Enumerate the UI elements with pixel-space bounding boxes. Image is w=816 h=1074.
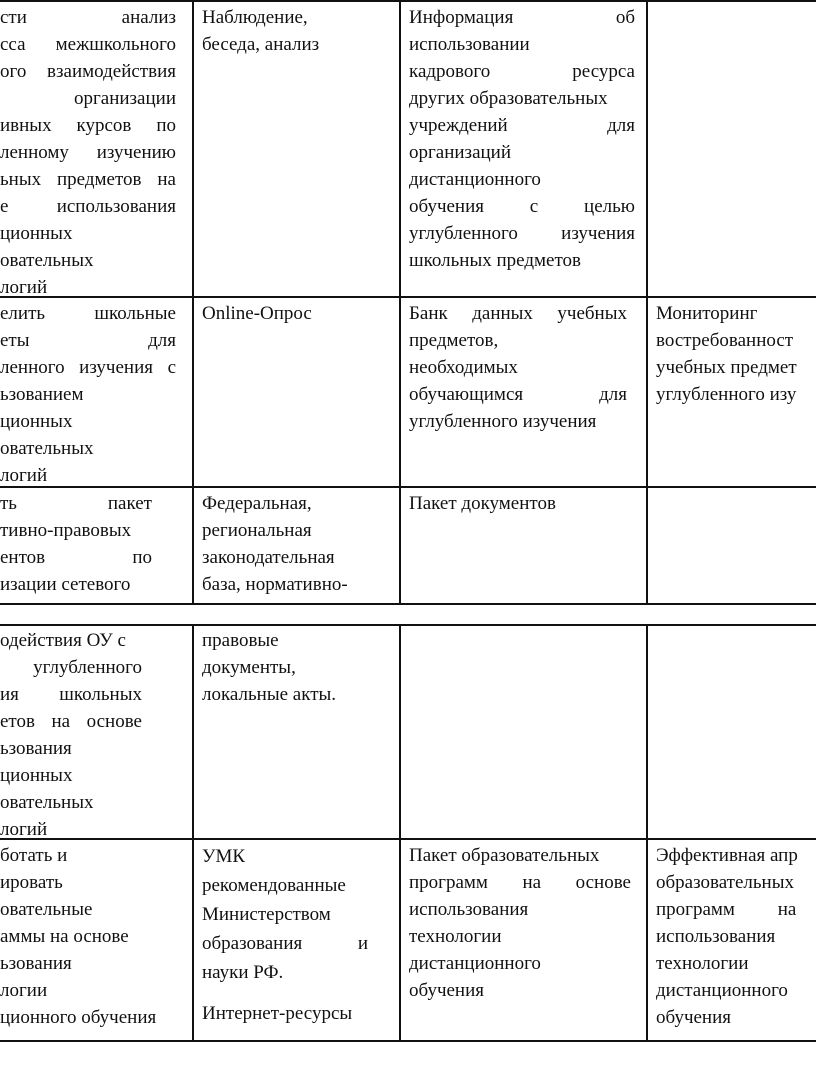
table2-col-divider-3 (646, 624, 648, 1041)
cell-line: Интернет-ресурсы (202, 1003, 353, 1024)
cell-line: ивных курсов по (0, 115, 176, 136)
cell-line: ьзования (0, 953, 72, 974)
cell-line: использовании (409, 34, 530, 55)
cell-line: дистанционного (409, 169, 541, 190)
cell-line: Пакет образовательных (409, 845, 600, 866)
cell-line: ленному изучению (0, 142, 176, 163)
cell-line: ия школьных (0, 684, 142, 705)
cell-line: углубленного изу (656, 384, 797, 405)
cell-line: ционных (0, 223, 73, 244)
cell-line: Эффективная апр (656, 845, 798, 866)
cell-line: образования и (202, 933, 368, 954)
table2-row2-col2 (202, 842, 368, 1028)
cell-line: рекомендованные (202, 875, 346, 896)
cell-line: УМК (202, 846, 246, 867)
cell-line: логий (0, 465, 48, 486)
cell-line: ьзования (0, 738, 72, 759)
cell-line: необходимых (409, 357, 518, 378)
cell-line: Информация об (409, 7, 635, 28)
table2-col-divider-2 (399, 624, 401, 1041)
cell-line: ционных (0, 765, 73, 786)
cell-line: технологии (409, 926, 502, 947)
cell-line: организаций (409, 142, 512, 163)
cell-line: программ на (656, 899, 797, 920)
cell-line: других образовательных (409, 88, 608, 109)
table1-row2-col1 (0, 300, 176, 489)
cell-line: региональная (202, 520, 312, 541)
table1-top-border (0, 0, 816, 2)
cell-line: углубленного (33, 657, 142, 678)
table1-row3-col1 (0, 490, 152, 598)
table1-row1-col3 (409, 4, 635, 274)
cell-line: сти анализ (0, 7, 176, 28)
cell-line: ьных предметов на (0, 169, 176, 190)
cell-line: ировать (0, 872, 63, 893)
cell-line: сса межшкольного (0, 34, 176, 55)
cell-line: технологии (656, 953, 749, 974)
cell-line: овательных (0, 792, 94, 813)
cell-line: ьзованием (0, 384, 84, 405)
table1-row1-col1 (0, 4, 176, 301)
cell-line: одействия ОУ с (0, 630, 126, 651)
table1-row3-col2 (202, 490, 392, 598)
table1-col-divider-2 (399, 0, 401, 604)
cell-line: Мониторинг (656, 303, 758, 324)
table1-col-divider-3 (646, 0, 648, 604)
table2-bottom-border (0, 1040, 816, 1042)
cell-line: е использования (0, 196, 176, 217)
table1-col-divider-1 (192, 0, 194, 604)
cell-line: дистанционного (656, 980, 788, 1001)
cell-line: ционных (0, 411, 73, 432)
cell-line: кадрового ресурса (409, 61, 635, 82)
cell-line: науки РФ. (202, 962, 284, 983)
cell-line: углубленного изучения (409, 223, 635, 244)
cell-line: логий (0, 277, 48, 298)
table1-row1-col2 (202, 4, 392, 58)
cell-line: логии (0, 980, 48, 1001)
cell-line: Федеральная, (202, 493, 312, 514)
cell-line: ого взаимодействия (0, 61, 176, 82)
cell-line: ть пакет (0, 493, 152, 514)
cell-line: ленного изучения с (0, 357, 176, 378)
cell-line: законодательная (202, 547, 335, 568)
table2-row2-col1 (0, 842, 190, 1031)
table1-row2-col2 (202, 300, 392, 327)
cell-line: Министерством (202, 904, 331, 925)
cell-line: ционного обучения (0, 1007, 157, 1028)
cell-line: программ на основе (409, 872, 631, 893)
cell-line: востребованност (656, 330, 794, 351)
cell-line: документы, (202, 657, 296, 678)
cell-line: овательных (0, 250, 94, 271)
cell-line: изации сетевого (0, 574, 131, 595)
table1-row2-col4 (656, 300, 816, 408)
table2-col-divider-1 (192, 624, 194, 1041)
cell-line: овательные (0, 899, 93, 920)
cell-line: ботать и (0, 845, 68, 866)
table2-top-border (0, 624, 816, 626)
table2-row2-col3 (409, 842, 631, 1004)
cell-line: учреждений для (409, 115, 635, 136)
cell-line: беседа, анализ (202, 34, 320, 55)
cell-line: предметов, (409, 330, 499, 351)
table2-row2-col4 (656, 842, 816, 1031)
cell-line: Наблюдение, (202, 7, 308, 28)
cell-line: обучения (409, 980, 485, 1001)
cell-line: образовательных (656, 872, 794, 893)
cell-line: Банк данных учебных (409, 303, 627, 324)
cell-line: логий (0, 819, 48, 840)
cell-line: етов на основе (0, 711, 142, 732)
cell-line: Пакет документов (409, 493, 556, 514)
table2-row1-col1 (0, 627, 142, 843)
table1-row3-col3 (409, 490, 635, 517)
cell-line: локальные акты. (202, 684, 337, 705)
cell-line: правовые (202, 630, 279, 651)
cell-line: обучения с целью (409, 196, 635, 217)
cell-line: обучения (656, 1007, 732, 1028)
cell-line: использования (409, 899, 529, 920)
cell-line: дистанционного (409, 953, 541, 974)
table2-row1-col2 (202, 627, 392, 708)
cell-line: школьных предметов (409, 250, 581, 271)
cell-line: тивно-правовых (0, 520, 132, 541)
cell-line: обучающимся для (409, 384, 627, 405)
cell-line: аммы на основе (0, 926, 129, 947)
cell-line: углубленного изучения (409, 411, 597, 432)
cell-line: использования (656, 926, 776, 947)
table1-row2-col3 (409, 300, 627, 435)
cell-line: овательных (0, 438, 94, 459)
cell-line: елить школьные (0, 303, 176, 324)
table1-bottom-border (0, 603, 816, 605)
cell-line: база, нормативно- (202, 574, 348, 595)
cell-line: ентов по (0, 547, 152, 568)
cell-line: организации (73, 88, 176, 109)
cell-line: Online-Опрос (202, 303, 312, 324)
cell-line: еты для (0, 330, 176, 351)
cell-line: учебных предмет (656, 357, 797, 378)
